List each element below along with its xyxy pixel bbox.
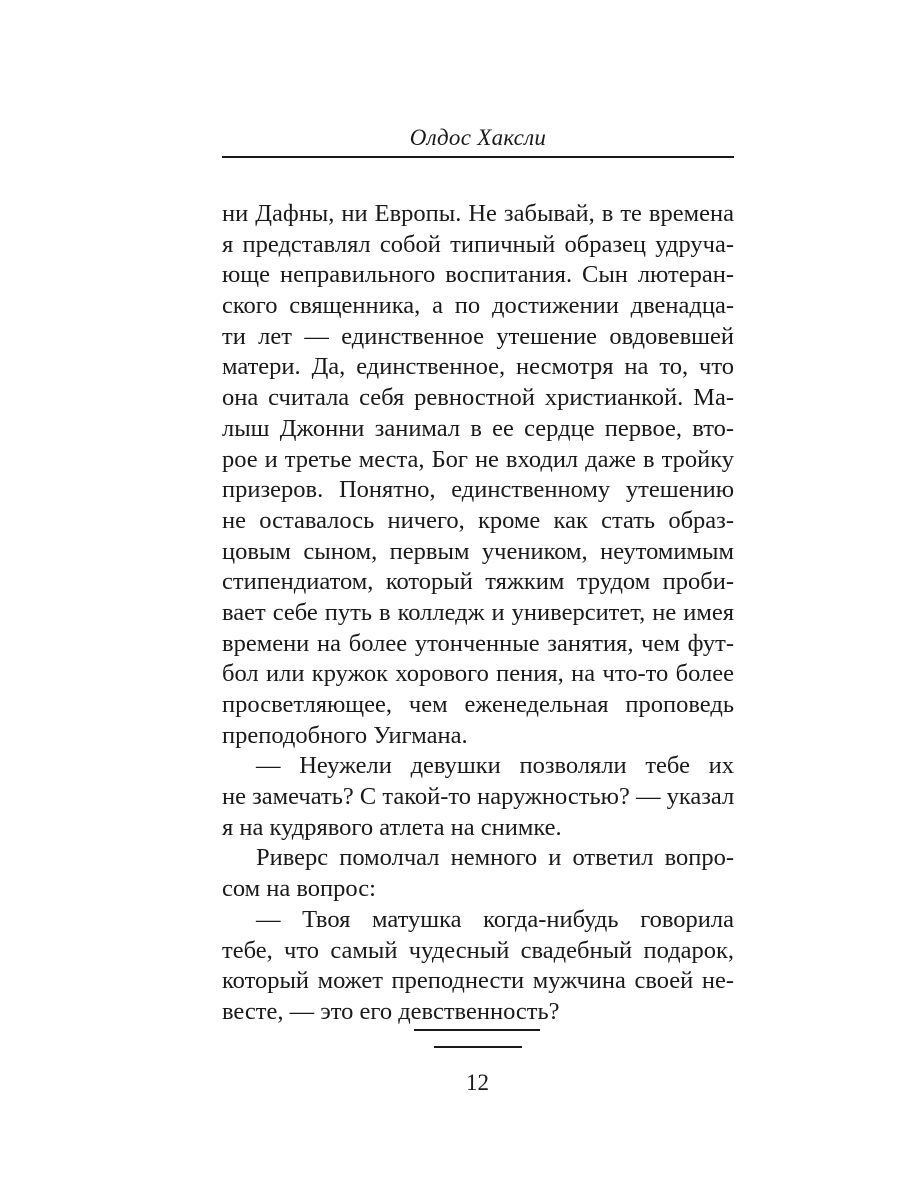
text-line: цовым сыном, первым учеником, неутомимым [222,537,734,565]
text-line: — Твоя матушка когда-нибудь говорила [256,905,734,933]
text-line: юще неправильного воспитания. Сын лютеран- [222,261,734,289]
header-rule [222,156,734,158]
ornament-rule-top [414,1029,540,1031]
text-line: рое и третье места, Бог не входил даже в тройку [222,445,734,473]
text-line: не оставалось ничего, кроме как стать образ- [222,506,734,534]
text-line: она считала себя ревностной христианкой. Ма- [222,384,734,412]
text-line: я представлял собой типичный образец удруча- [222,230,734,258]
body-text [222,199,734,1028]
text-line: Риверс помолчал немного и ответил вопро- [256,844,734,872]
text-line: призеров. Понятно, единственному утешению [222,476,734,504]
text-line: ти лет — единственное утешение овдовевшей [222,322,734,350]
text-line: который может преподнести мужчина своей не- [222,967,734,995]
running-head-author: Олдос Хаксли [409,125,547,150]
text-line: не замечать? С такой-то наружностью? — указал [222,783,735,811]
text-line: стипендиатом, который тяжким трудом проби- [222,568,734,596]
text-line: матери. Да, единственное, несмотря на то, что [222,353,734,381]
text-line: бол или кружок хорового пения, на что-то более [222,660,734,688]
text-line: я на кудрявого атлета на снимке. [222,813,562,841]
text-line: — Неужели девушки позволяли тебе их [256,752,734,780]
running-head [222,122,734,158]
text-line: времени на более утонченные занятия, чем фут- [222,629,734,657]
ornament-rule-bottom [434,1046,522,1048]
text-line: вает себе путь в колледж и университет, не имея [222,598,734,626]
text-line: ни Дафны, ни Европы. Не забывай, в те времена [222,200,734,227]
text-line: тебе, что самый чудесный свадебный подарок, [222,936,734,964]
text-line: просветляющее, чем еженедельная проповедь [222,691,734,718]
text-line: лыш Джонни занимал в ее сердце первое, вто- [222,414,734,442]
text-line: ского священника, а по достижении двенадца- [222,292,734,320]
text-line: весте, — это его девственность? [222,997,560,1025]
text-line: сом на вопрос: [222,875,376,903]
page-number: 12 [466,1070,489,1095]
text-line: преподобного Уигмана. [222,721,468,749]
